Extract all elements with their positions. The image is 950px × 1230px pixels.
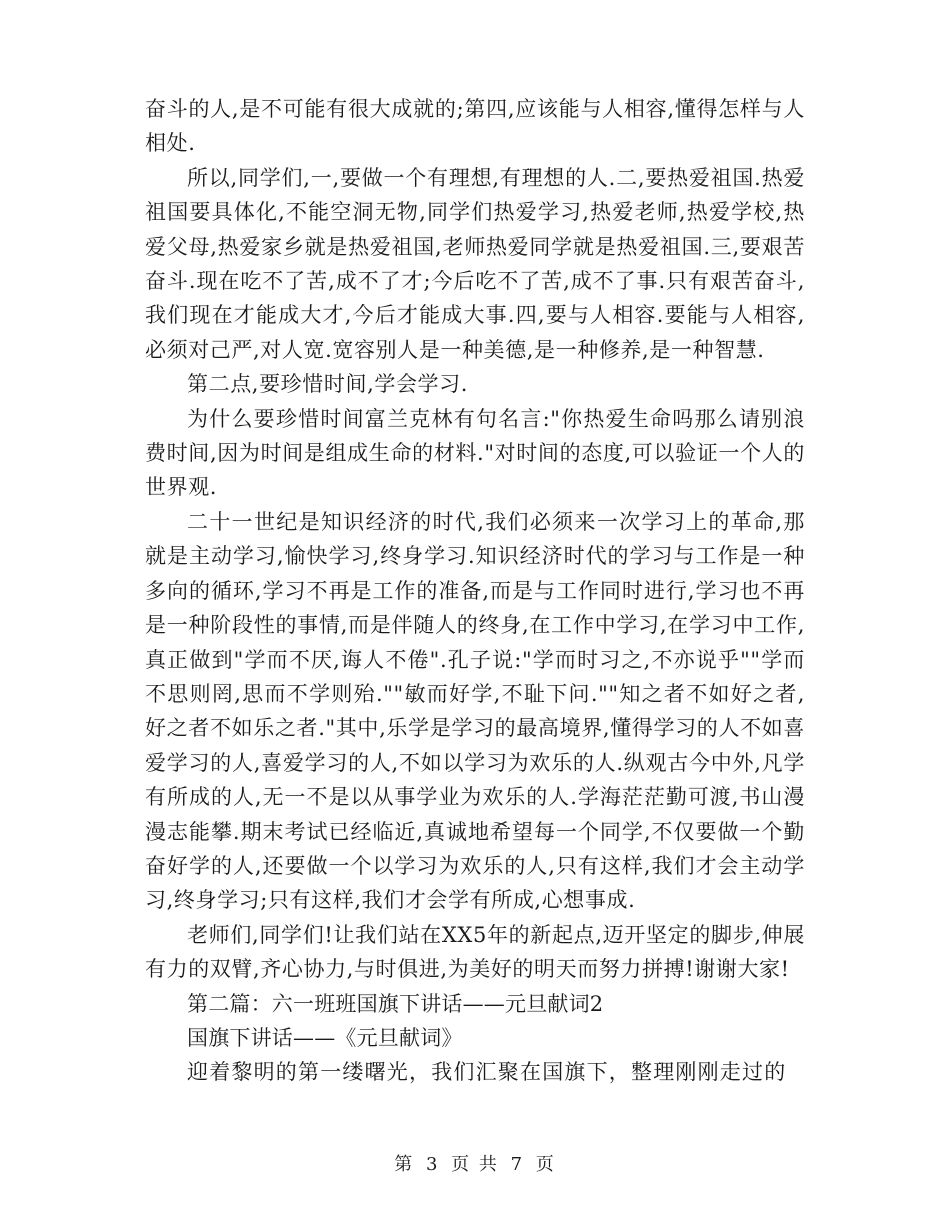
section-subtitle: 国旗下讲话——《元旦献词》 xyxy=(187,1025,463,1050)
document-body xyxy=(145,92,805,1090)
footer-page-current: 3 xyxy=(425,1154,440,1175)
paragraph-knowledge-economy: 二十一世纪是知识经济的时代,我们必须来一次学习上的革命,那就是主动学习,愉快学习,终身学习.知识经济时代的学习与工作是一种多向的循环,学习不再是工作的准备,而是与工作同时进行,学习也不再是一种阶段性的事情,而是伴随人的终身,在工作中学习,在学习中工作,真正做到"学而不厌,诲人不倦".孔子说:"学而时习之,不亦说乎""学而不思则罔,思而不学则殆.""敏而好学,不耻下问.""知之者不如好之者,好之者不如乐之者."其中,乐学是学习的最高境界,懂得学习的人不如喜爱学习的人,喜爱学习的人,不如以学习为欢乐的人.纵观古今中外,凡学有所成的人,无一不是以从事学业为欢乐的人.学海茫茫勤可渡,书山漫漫志能攀.期末考试已经临近,真诚地希望每一个同学,不仅要做一个勤奋好学的人,还要做一个以学习为欢乐的人,只有这样,我们才会主动学习,终身学习;只有这样,我们才会学有所成,心想事成. xyxy=(145,509,805,913)
footer-mid: 页 共 xyxy=(451,1154,499,1175)
footer-suffix: 页 xyxy=(535,1154,556,1175)
paragraph-summary-points: 所以,同学们,一,要做一个有理想,有理想的人.二,要热爱祖国.热爱祖国要具体化,不能空洞无物,同学们热爱学习,热爱老师,热爱学校,热爱父母,热爱家乡就是热爱祖国,老师热爱同学就是热爱祖国.三,要艰苦奋斗.现在吃不了苦,成不了才;今后吃不了苦,成不了事.只有艰苦奋斗,我们现在才能成大才,今后才能成大事.四,要与人相容.要能与人相容,必须对己严,对人宽.宽容别人是一种美德,是一种修养,是一种智慧. xyxy=(145,165,805,362)
section-heading-second-article: 第二篇：六一班班国旗下讲话——元旦献词2 xyxy=(187,991,604,1016)
paragraph-second-point-heading: 第二点,要珍惜时间,学会学习. xyxy=(187,372,469,397)
paragraph-closing-remarks: 老师们,同学们!让我们站在XX5年的新起点,迈开坚定的脚步,伸展有力的双臂,齐心协力,与时俱进,为美好的明天而努力拼搏!谢谢大家! xyxy=(145,922,805,982)
paragraph-franklin-quote: 为什么要珍惜时间富兰克林有句名言:"你热爱生命吗那么请别浪费时间,因为时间是组成生命的材料."对时间的态度,可以验证一个人的世界观. xyxy=(145,406,805,500)
paragraph-continuation: 奋斗的人,是不可能有很大成就的;第四,应该能与人相容,懂得怎样与人相处. xyxy=(145,97,805,156)
footer-prefix: 第 xyxy=(394,1154,415,1175)
paragraph-new-year-opening: 迎着黎明的第一缕曙光，我们汇聚在国旗下，整理刚刚走过的 xyxy=(187,1060,787,1085)
footer-page-total: 7 xyxy=(510,1154,525,1175)
page-footer xyxy=(0,1150,950,1176)
